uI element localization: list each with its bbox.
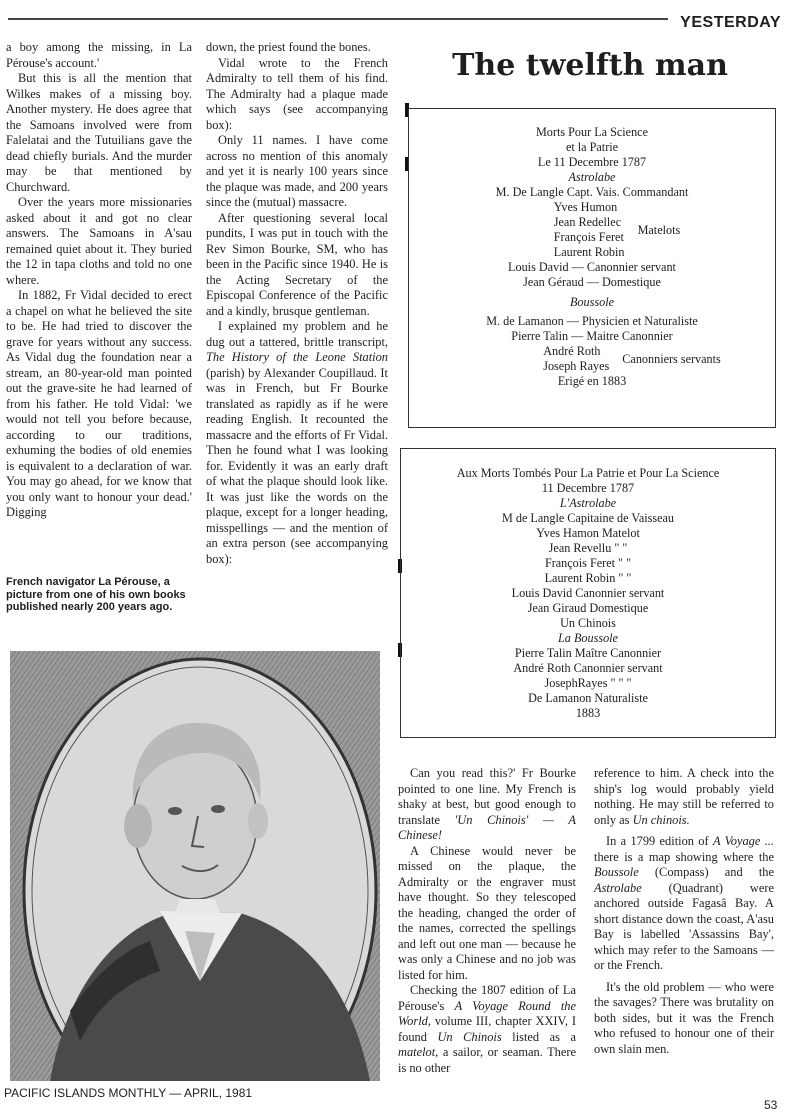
text-run: a sailor, or seaman. There is no other	[398, 1045, 576, 1075]
text-run: In a 1799 edition of	[606, 834, 709, 848]
publication-footer: PACIFIC ISLANDS MONTHLY — APRIL, 1981	[4, 1086, 253, 1100]
draft-line: 11 Decembre 1787	[541, 481, 635, 495]
paragraph: Vidal wrote to the French Admiralty to tell them of his find. The Admiralty had a plaque made which says (see accompanying box):	[206, 55, 388, 132]
ship-name: Boussole	[569, 295, 614, 309]
draft-line: Jean Revellu " "	[548, 541, 628, 555]
ship-name: La Boussole	[558, 631, 618, 645]
column-1	[6, 40, 192, 521]
italic-phrase: Un Chinois	[437, 1029, 502, 1044]
plaque-line: Pierre Talin — Maitre Canonnier	[511, 329, 673, 343]
plaque-line: Jean Géraud — Domestique	[523, 275, 661, 289]
column-3	[398, 766, 576, 1076]
book-title: The History of the Leone Station	[206, 350, 388, 364]
draft-line: Aux Morts Tombés Pour La Patrie et Pour La Science	[456, 466, 720, 480]
draft-line: Pierre Talin Maître Canonnier	[514, 646, 662, 660]
draft-line: M de Langle Capitaine de Vaisseau	[501, 511, 675, 525]
paragraph	[206, 319, 388, 567]
italic-phrase: Astrolabe	[594, 880, 642, 895]
draft-line: Yves Hamon Matelot	[536, 526, 640, 540]
italic-phrase: 'Un Chinois' — A Chinese!	[398, 812, 576, 842]
draft-line: André Roth Canonnier servant	[513, 661, 663, 675]
plaque-line: M. de Lamanon — Physicien et Naturaliste	[486, 314, 698, 328]
plaque-line: Yves Humon	[553, 200, 618, 214]
plaque-line: André Roth	[543, 344, 601, 358]
paragraph: a boy among the missing, in La Pérouse's account.'	[6, 40, 192, 70]
paragraph: After questioning several local pundits, I was put in touch with the Rev Simon Bourke, SM, who has been in the Pacific since 1940. He is the Acting Secretary of the Episcopal Conference of the Pacific and a kindly, brusque gentleman.	[206, 210, 388, 318]
italic-phrase: matelot,	[398, 1045, 439, 1059]
column-2	[206, 40, 388, 567]
header-rule	[8, 18, 668, 20]
canonniers-group	[489, 344, 775, 374]
section-label: YESTERDAY	[680, 14, 781, 31]
photo-caption: French navigator La Pérouse, a picture from one of his own books published nearly 200 years ago.	[6, 576, 186, 613]
plaque-line: Jean Redellec	[553, 215, 622, 229]
plaque-line: Louis David — Canonnier servant	[508, 260, 676, 274]
names-list	[554, 200, 625, 260]
draft-line: JosephRayes " " "	[544, 676, 632, 690]
names-list	[543, 344, 609, 374]
ship-name: L'Astrolabe	[559, 496, 617, 510]
text-run: volume III, chapter XXIV, I found	[398, 1014, 576, 1044]
group-label: Canonniers servants	[622, 351, 721, 366]
paragraph: down, the priest found the bones.	[206, 40, 371, 54]
book-title: A Voyage Round the World,	[398, 998, 576, 1028]
plaque-box	[408, 108, 776, 428]
plaque-line: et la Patrie	[565, 140, 619, 154]
column-4	[594, 766, 774, 1057]
plaque-line: François Feret	[553, 230, 624, 244]
plaque-line: M. De Langle Capt. Vais. Commandant	[495, 185, 689, 199]
plaque-line: Joseph Rayes	[543, 359, 610, 373]
text-run: Checking the 1807 edition of La Pérouse's	[398, 983, 576, 1013]
draft-line: Louis David Canonnier servant	[511, 586, 665, 600]
paragraph	[594, 834, 774, 974]
paragraph: Only 11 names. I have come across no mention of this anomaly and yet it is nearly 100 years since the plaque was made, and 200 years since the (mutual) massacre.	[206, 133, 388, 209]
draft-line: Laurent Robin " "	[544, 571, 632, 585]
paragraph: It's the old problem — who were the savages? There was brutality on both sides, but it was the French who refused to honour one of their own slain men.	[594, 979, 774, 1056]
article-title: The twelfth man	[452, 48, 728, 83]
ship-name: Astrolabe	[568, 170, 616, 184]
draft-line: 1883	[575, 706, 601, 720]
plaque-line: Erigé en 1883	[557, 374, 627, 388]
draft-line: Jean Giraud Domestique	[527, 601, 649, 615]
paragraph	[398, 983, 576, 1076]
text-run: (Quadrant) were anchored outside Fagasâ Bay. A short distance down the coast, A'asu Bay is labelled 'Assassins Bay', which may refer to the Samoans — or the French.	[594, 880, 774, 972]
text-run: Can you read this?' Fr Bourke pointed to one line. My French is shaky at best, but good enough to translate	[398, 766, 576, 827]
plaque-line: Laurent Robin	[553, 245, 625, 259]
draft-line: De Lamanon Naturaliste	[528, 691, 648, 705]
draft-line: Un Chinois	[560, 616, 616, 630]
portrait-engraving	[10, 651, 380, 1081]
group-label: Matelots	[637, 222, 681, 237]
paragraph: But this is all the mention that Wilkes makes of a missing boy. Another mystery. He does agree that the Samoans involved were from Falelatai and the Tutuilians gave the dead chiefly burials. And the murder may be that mentioned by Churchward.	[6, 71, 192, 194]
paragraph: In 1882, Fr Vidal decided to erect a chapel on what he believed the site to be. He had tried to discover the grave for years without any success. As Vidal dug the foundation near a stream, an 80-year-old man pointed out the grave-site he had learned of from his father. He told Vidal: 'we would not tell you before because, according to our traditions, exhuming the bodies of old enemies is equivalent to a declaration of war. You may go ahead, for we know that you only want to honour your dead.' Digging	[6, 288, 192, 519]
matelots-group	[459, 200, 775, 260]
page-number: 53	[764, 1098, 778, 1112]
paragraph: A Chinese would never be missed on the plaque, the Admiralty or the engraver must have thought. So they telescoped the heading, changed the order of the names, corrected the spellings and left out one man — because he was only a Chinese and no job was listed for him.	[398, 843, 576, 982]
plaque-line: Morts Pour La Science	[535, 125, 649, 139]
italic-phrase: Un chinois.	[632, 812, 690, 827]
text-run: (parish) by Alexander Coupillaud. It was in French, but Fr Bourke translated as rapidly as if he were reading English. It recounted the massacre and the efforts of Fr Vidal. Then he found what I was looking for. Evidently it was an early draft of what the plaque should look like. It was just like the words on the plaque, except for a longer heading, misspellings — and the mention of an extra person (see accompanying box):	[206, 365, 388, 566]
draft-line: François Feret " "	[544, 556, 632, 570]
text-run: (Compass) and the	[654, 865, 774, 879]
paragraph	[594, 766, 774, 828]
text-run: reference to him. A check into the ship's log would probably yield nothing. He may still be referred to only as	[594, 766, 774, 827]
text-run: there is a map showing where the	[594, 849, 774, 864]
paragraph: Over the years more missionaries asked about it and got no clear answers. The Samoans in A'sau remained quiet about it. They buried the 12 in tapa cloths and told no one where.	[6, 195, 192, 287]
text-run: listed as a	[512, 1029, 576, 1044]
paragraph	[398, 766, 576, 844]
text-run: I explained my problem and he dug out a tattered, brittle transcript,	[206, 319, 388, 349]
portrait-photo	[10, 651, 380, 1081]
italic-phrase: Boussole	[594, 865, 639, 879]
draft-box	[400, 448, 776, 738]
book-title: A Voyage ...	[712, 834, 774, 848]
plaque-line: Le 11 Decembre 1787	[537, 155, 647, 169]
